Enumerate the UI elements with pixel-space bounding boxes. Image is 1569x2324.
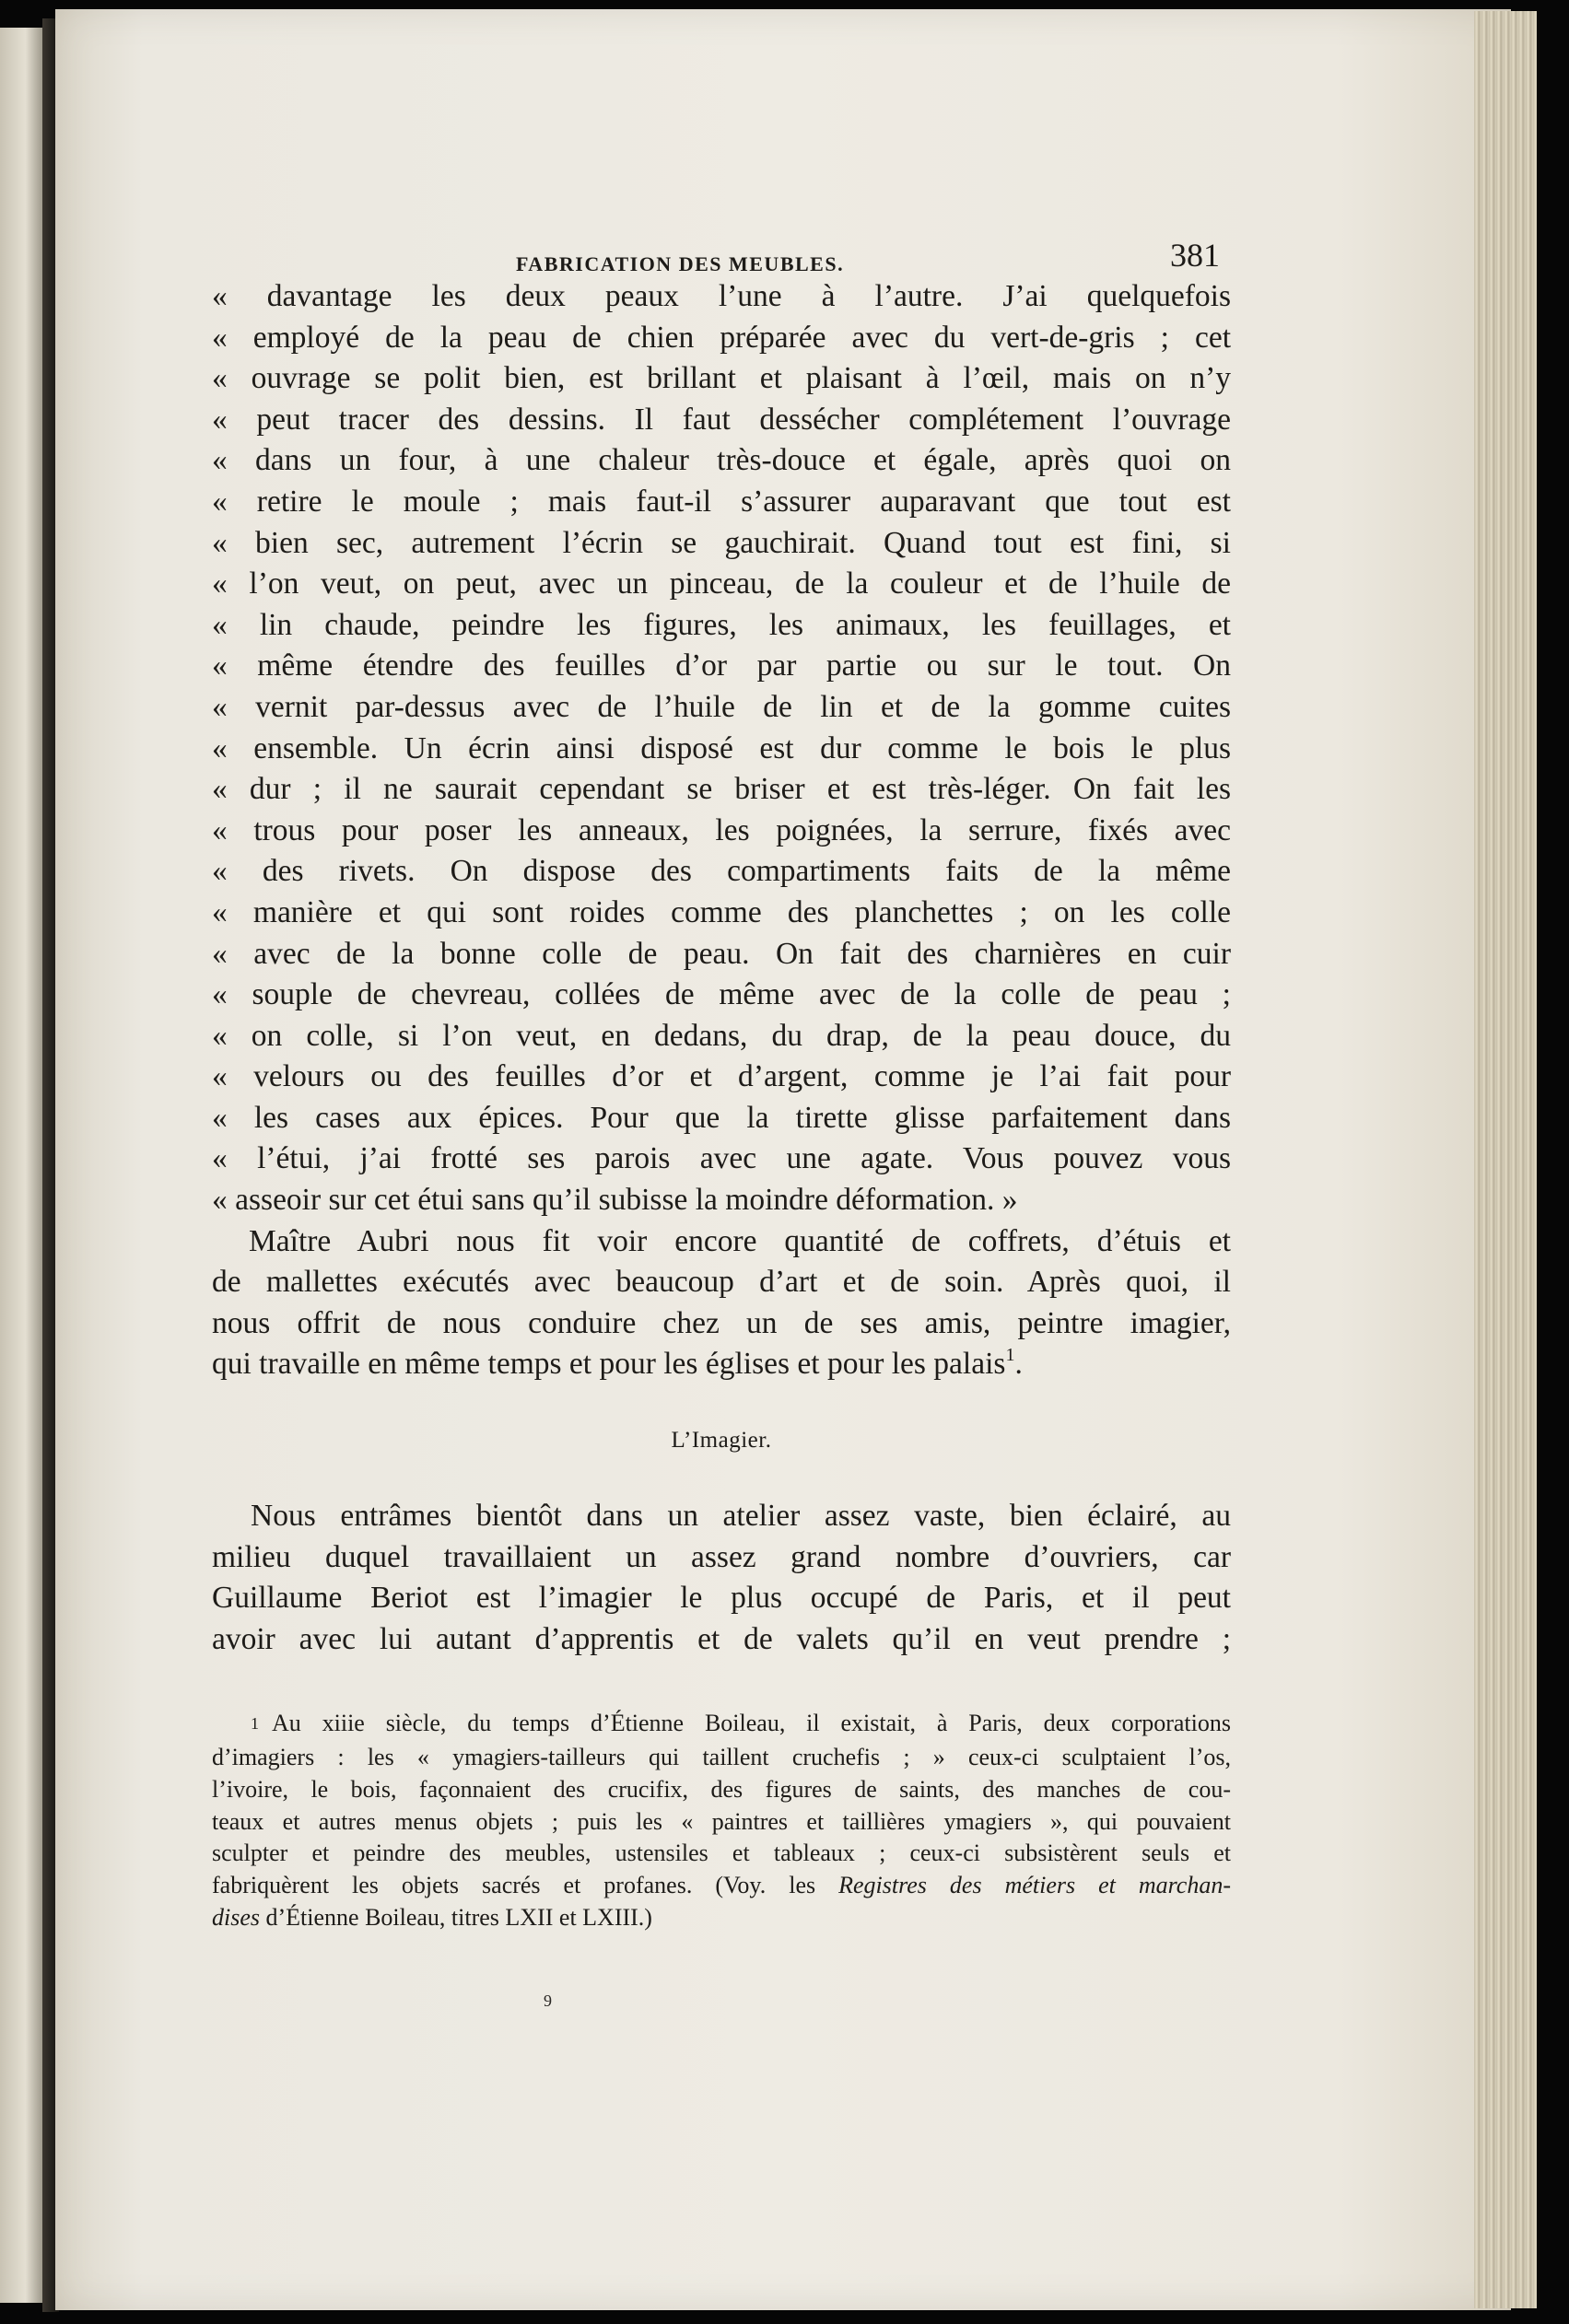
text-line: de mallettes exécutés avec beaucoup d’art et de soin. Après quoi, il <box>212 1265 1231 1300</box>
page-number: 381 <box>1170 237 1220 274</box>
footnote-text: fabriquèrent les objets sacrés et profanes. (Voy. les <box>212 1871 816 1898</box>
running-title: FABRICATION DES MEUBLES. <box>516 252 845 275</box>
text-line: « employé de la peau de chien préparée avec du vert-de-gris ; cet <box>212 320 1231 355</box>
footnote-number: 1 <box>251 1714 259 1734</box>
text-line: « les cases aux épices. Pour que la tirette glisse parfaitement dans <box>212 1100 1231 1135</box>
text-line: « ouvrage se polit bien, est brillant et plaisant à l’œil, mais on n’y <box>212 361 1231 396</box>
text-line: « dur ; il ne saurait cependant se briser et est très-léger. On fait les <box>212 772 1231 807</box>
footnote-italic-title: dises <box>212 1903 260 1931</box>
text-line: nous offrit de nous conduire chez un de ses amis, peintre imagier, <box>212 1305 1231 1340</box>
footnote-line <box>212 1870 1231 1902</box>
footnote-line <box>212 1902 1231 1934</box>
section-heading: L’Imagier. <box>671 1428 772 1454</box>
text-line: « l’on veut, on peut, avec un pinceau, de la couleur et de l’huile de <box>212 566 1231 601</box>
text-line: « dans un four, à une chaleur très-douce et égale, après quoi on <box>212 443 1231 478</box>
footnote-block <box>212 1708 1231 1933</box>
text-line: « peut tracer des dessins. Il faut dessécher complétement l’ouvrage <box>212 402 1231 437</box>
text-line: « vernit par-dessus avec de l’huile de lin et de la gomme cuites <box>212 689 1231 724</box>
footnote-reference: 1 <box>1005 1345 1015 1366</box>
text-line: Maître Aubri nous fit voir encore quantité de coffrets, d’étuis et <box>249 1223 1231 1258</box>
footnote-italic-title: Registres des métiers et marchan- <box>838 1871 1231 1898</box>
text-line-with-note: qui travaille en même temps et pour les églises et pour les palais$^1$. <box>212 1345 1023 1382</box>
text-line: « ensemble. Un écrin ainsi disposé est dur comme le bois le plus <box>212 730 1231 765</box>
text-line: « manière et qui sont roides comme des planchettes ; on les colle <box>212 894 1231 929</box>
text-line: « asseoir sur cet étui sans qu’il subisse la moindre déformation. » <box>212 1183 1018 1218</box>
footnote-line: sculpter et peindre des meubles, ustensiles et tableaux ; ceux-ci subsistèrent seuls et <box>212 1839 1231 1867</box>
text-line: « davantage les deux peaux l’une à l’autre. J’ai quelquefois <box>212 279 1231 313</box>
text-line: « souple de chevreau, collées de même avec de la colle de peau ; <box>212 977 1231 1012</box>
text-line: « avec de la bonne colle de peau. On fait des charnières en cuir <box>212 936 1231 971</box>
running-head <box>212 228 1231 275</box>
body-paragraph <box>212 276 1231 1389</box>
footnote-text: Au xiiie siècle, du temps d’Étienne Boileau, il existait, à Paris, deux corporations <box>272 1710 1231 1737</box>
page-text-block <box>212 228 1231 1933</box>
page-fore-edges <box>1474 11 1537 2308</box>
text-line: « trous pour poser les anneaux, les poignées, la serrure, fixés avec <box>212 812 1231 847</box>
footnote-line <box>212 1708 1231 1742</box>
text-line: « retire le moule ; mais faut-il s’assurer auparavant que tout est <box>212 484 1231 519</box>
section-paragraph <box>212 1496 1231 1660</box>
left-page-edge <box>0 28 42 2303</box>
text-line: avoir avec lui autant d’apprentis et de valets qu’il en veut prendre ; <box>212 1621 1231 1656</box>
text-line: qui travaille en même temps et pour les églises et pour les palais <box>212 1347 1006 1382</box>
text-line: « on colle, si l’on veut, en dedans, du drap, de la peau douce, du <box>212 1018 1231 1053</box>
text-line: « des rivets. On dispose des compartiments faits de la même <box>212 854 1231 889</box>
text-line: « même étendre des feuilles d’or par partie ou sur le tout. On <box>212 648 1231 683</box>
text-line: milieu duquel travaillaient un assez grand nombre d’ouvriers, car <box>212 1539 1231 1574</box>
text-line: « velours ou des feuilles d’or et d’argent, comme je l’ai fait pour <box>212 1059 1231 1094</box>
text-line: « bien sec, autrement l’écrin se gauchirait. Quand tout est fini, si <box>212 525 1231 560</box>
text-line: « l’étui, j’ai frotté ses parois avec une agate. Vous pouvez vous <box>212 1141 1231 1176</box>
text-line: « lin chaude, peindre les figures, les animaux, les feuillages, et <box>212 607 1231 642</box>
text-line: Nous entrâmes bientôt dans un atelier assez vaste, bien éclairé, au <box>251 1499 1231 1534</box>
footnote-line: d’imagiers : les « ymagiers-tailleurs qui taillent cruchefis ; » ceux-ci sculptaient l’os, <box>212 1744 1231 1771</box>
signature-mark: 9 <box>544 1991 552 2010</box>
footnote-line: teaux et autres menus objets ; puis les « paintres et taillières ymagiers », qui pouvaient <box>212 1807 1231 1835</box>
footnote-text: d’Étienne Boileau, titres LXII et LXIII.) <box>265 1903 652 1931</box>
text-line: Guillaume Beriot est l’imagier le plus occupé de Paris, et il peut <box>212 1581 1231 1616</box>
footnote-line: l’ivoire, le bois, façonnaient des crucifix, des figures de saints, des manches de cou- <box>212 1775 1231 1803</box>
